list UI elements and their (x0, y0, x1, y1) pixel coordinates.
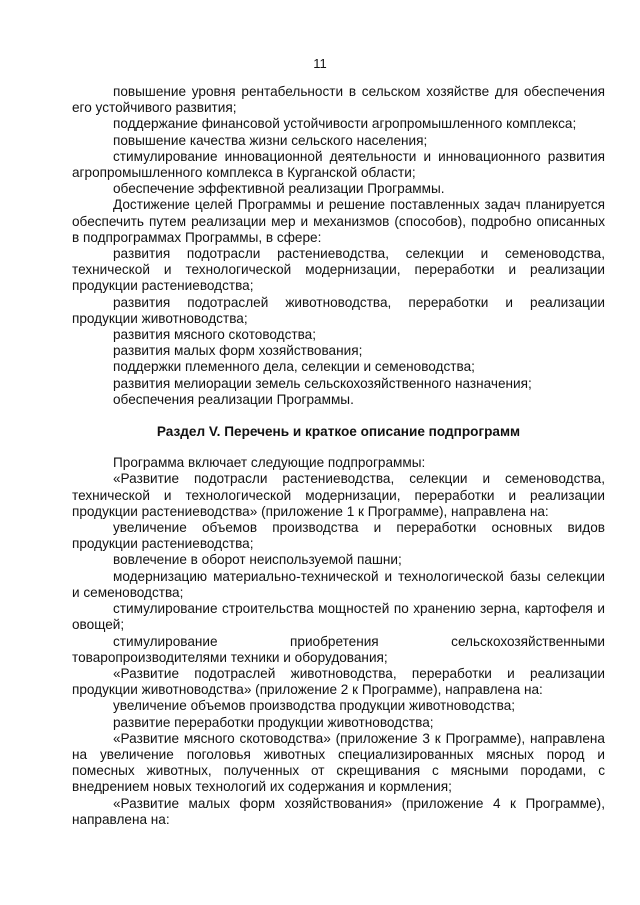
paragraph: «Развитие подотрасли растениеводства, селекции и семеноводства, технической и технологической модернизации, переработки и реализации продукции растениеводства» (приложение 1 к Программе), направлена на: (72, 471, 605, 519)
paragraph: поддержки племенного дела, селекции и семеноводства; (113, 359, 475, 375)
paragraph: стимулирование инновационной деятельности и инновационного развития агропромышленного комплекса в Курганской области; (72, 148, 605, 181)
paragraph: поддержание финансовой устойчивости агропромышленного комплекса; (113, 116, 577, 132)
paragraph: развития подотраслей животноводства, переработки и реализации продукции животноводства; (72, 294, 605, 326)
paragraph: стимулирование строительства мощностей по хранению зерна, картофеля и овощей; (72, 601, 605, 633)
paragraph: развитие переработки продукции животноводства; (113, 714, 434, 730)
paragraph: увеличение объемов производства и переработки основных видов продукции растениеводства; (72, 520, 605, 552)
paragraph: Достижение целей Программы и решение поставленных задач планируется обеспечить путем реализации мер и механизмов (способов), подробно описанных в подпрограммах Программы, в сфере: (72, 197, 605, 245)
paragraph: повышение уровня рентабельности в сельском хозяйстве для обеспечения его устойчивого развития; (72, 84, 605, 116)
paragraph: развития мелиорации земель сельскохозяйственного назначения; (113, 375, 532, 391)
paragraph: «Развитие малых форм хозяйствования» (приложение 4 к Программе), направлена на: (72, 795, 605, 827)
paragraph: вовлечение в оборот неиспользуемой пашни; (113, 552, 402, 568)
paragraph: повышение качества жизни сельского населения; (113, 132, 428, 148)
section-heading: Раздел V. Перечень и краткое описание подпрограмм (156, 424, 521, 440)
paragraph: «Развитие подотраслей животноводства, переработки и реализации продукции животноводства» (приложение 2 к Программе), направлена на: (72, 665, 605, 698)
paragraph: увеличение объемов производства продукции животноводства; (113, 698, 516, 714)
document-body (72, 84, 605, 828)
paragraph: развития мясного скотоводства; (113, 327, 317, 343)
paragraph: модернизацию материально-технической и технологической базы селекции и семеноводства; (72, 568, 605, 600)
paragraph: обеспечение эффективной реализации Программы. (113, 181, 445, 197)
paragraph: стимулирование приобретения сельскохозяйственными товаропроизводителями техники и оборудования; (72, 633, 605, 665)
paragraph: развития подотрасли растениеводства, селекции и семеноводства, технической и технологической модернизации, переработки и реализации продукции растениеводства; (72, 246, 605, 294)
paragraph: обеспечения реализации Программы. (113, 391, 354, 407)
paragraph: «Развитие мясного скотоводства» (приложение 3 к Программе), направлена на увеличение поголовья животных специализированных мясных пород и помесных животных, полученных от скрещивания с мясными породами, с внедрением новых технологий их содержания и кормления; (72, 730, 605, 795)
paragraph: Программа включает следующие подпрограммы: (113, 455, 426, 471)
page-number: 11 (313, 56, 327, 71)
paragraph: развития малых форм хозяйствования; (113, 343, 363, 359)
